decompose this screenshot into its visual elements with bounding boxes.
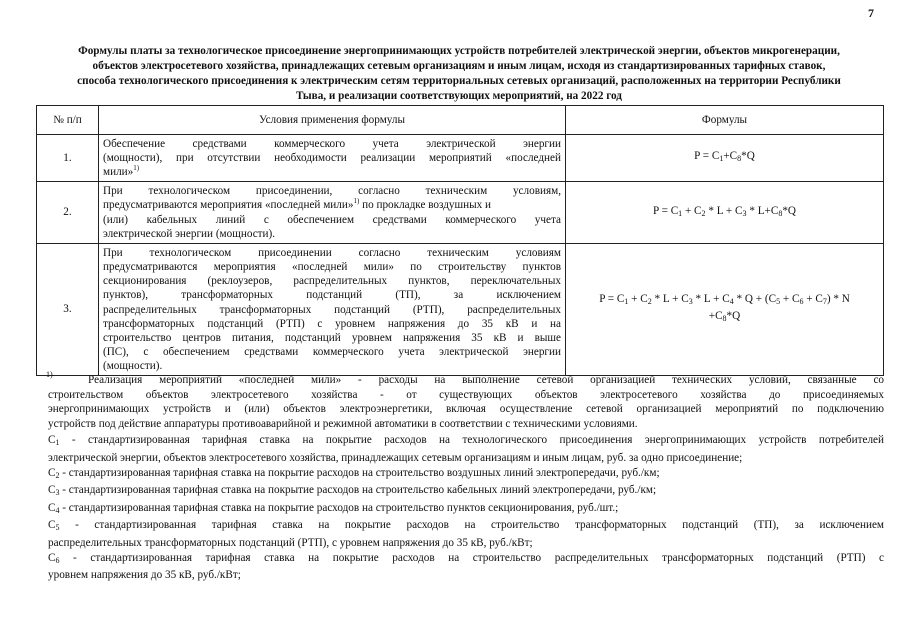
- row-number: 2.: [37, 181, 99, 243]
- footnote-ref: 1): [353, 197, 360, 206]
- condition-line: При технологическом присоединении, согласно техническим условиям,: [103, 185, 561, 198]
- condition-line: распределительных трансформаторных подстанций (РТП), распределительных: [103, 303, 561, 316]
- notes-section: [46, 370, 884, 583]
- footnote-line: Реализация мероприятий «последней мили» - расходы на выполнение сетевой организацией технических условий, связанные со: [88, 374, 884, 386]
- definition-c4: $C_4$ - стандартизированная тарифная ставка на покрытие расходов на строительство пунктов секционирования, руб./шт.;: [48, 501, 619, 515]
- condition-line: мили»$^{1)}$: [103, 164, 140, 179]
- condition-line: (ПС), с обеспечением средствами коммерческого учета электрической энергии: [103, 346, 561, 359]
- table-row: [37, 135, 884, 182]
- title-line: Формулы платы за технологическое присоединение энергопринимающих устройств потребителей электрической энергии, объектов микрогенерации,: [78, 45, 840, 57]
- footnote-ref: 1): [133, 164, 140, 173]
- page-number: 7: [868, 6, 874, 20]
- definition-c1: $C_1$ - стандартизированная тарифная ставка на покрытие расходов на технологического присоединения энергопринимающих устройств потребителей: [48, 434, 884, 448]
- condition-line: трансформаторных подстанций (РТП) с уровнем напряжения до 35 кВ и на: [103, 317, 561, 330]
- condition-line: электрической энергии (мощности).: [103, 227, 276, 240]
- title-line: способа технологического присоединения к электрическим сетям территориальных сетевых организаций, расположенных на территории Республики: [77, 75, 841, 87]
- footnote-mark: 1): [46, 370, 53, 379]
- condition-line: При технологическом присоединении согласно техническим условиям: [103, 246, 561, 259]
- row-condition: [99, 181, 566, 243]
- definition-c2: $C_2$ - стандартизированная тарифная ставка на покрытие расходов на строительство воздушных линий электропередачи, руб./км;: [48, 466, 660, 480]
- header-formulas: Формулы: [566, 106, 884, 135]
- header-num: № п/п: [37, 106, 99, 135]
- condition-line: пунктов), трансформаторных подстанций (ТП), за исключением: [103, 289, 561, 302]
- header-conditions: Условия применения формулы: [99, 106, 566, 135]
- definition-c3: $C_3$ - стандартизированная тарифная ставка на покрытие расходов на строительство кабельных линий электропередачи, руб./км;: [48, 484, 657, 498]
- formulas-table: [36, 105, 884, 376]
- row-formula: $P = C_1 + C_2 * L + C_3 * L + C_4 * Q + (C_5 + C_6 + C_7) * N$ $+C_8*Q$: [566, 243, 884, 375]
- definition-line: распределительных трансформаторных подстанций (РТП), с уровнем напряжения до 35 кВ, руб./кВт;: [48, 536, 533, 549]
- footnote-line: энергопринимающих устройств и (или) объектов электроэнергетики, включая осуществление сетевой организацией мероприятий по подключению: [48, 403, 884, 416]
- row-number: 1.: [37, 135, 99, 182]
- definition-line: электрической энергии, объектов электросетевого хозяйства, принадлежащих сетевым организациям и иным лицам, руб. за одно присоединение;: [48, 451, 743, 464]
- condition-line: предусматриваются мероприятия «последней мили» по строительству пунктов: [103, 260, 561, 273]
- condition-line: Обеспечение средствами коммерческого учета электрической энергии: [103, 138, 561, 150]
- condition-line: строительство центров питания, подстанций уровнем напряжения 35 кВ и выше: [103, 331, 561, 344]
- condition-line: секционирования (реклоузеров, распределительных пунктов, переключательных: [103, 275, 561, 288]
- row-condition: [99, 243, 566, 375]
- table-header-row: [37, 106, 884, 135]
- definition-c5: $C_5$ - стандартизированная тарифная ставка на покрытие расходов на строительство трансформаторных подстанций (ТП), за исключением: [48, 519, 884, 533]
- row-condition: [99, 135, 566, 182]
- table-row: [37, 243, 884, 375]
- table-row: [37, 181, 884, 243]
- condition-line: (или) кабельных линий с обеспечением средствами коммерческого учета: [103, 213, 561, 226]
- document-title: [34, 44, 884, 104]
- definition-c6: $C_6$ - стандартизированная тарифная ставка на покрытие расходов на строительство распределительных трансформаторных подстанций (РТП) с: [48, 551, 884, 565]
- footnote-line: строительством объектов электросетевого хозяйства - от существующих объектов электросетевого хозяйства до присоединяемых: [48, 388, 884, 401]
- row-number: 3.: [37, 243, 99, 375]
- condition-line: предусматриваются мероприятия «последней мили»$^{1)}$ по прокладке воздушных и: [103, 197, 492, 212]
- condition-line: (мощности), при отсутствии необходимости реализации мероприятий «последней: [103, 152, 561, 165]
- row-formula: $P = C_1+C_8*Q$: [566, 135, 884, 182]
- title-line: объектов электросетевого хозяйства, принадлежащих сетевым организациям и иным лицам, исходя из стандартизированных тарифных ставок,: [92, 60, 826, 72]
- condition-line: (мощности).: [103, 360, 163, 373]
- footnote-line: устройств под действие аппаратуры противоаварийной и режимной автоматики в соответствии с техническими условиями.: [48, 417, 638, 430]
- definition-line: уровнем напряжения до 35 кВ, руб./кВт;: [48, 569, 241, 582]
- row-formula: $P = C_1 + C_2 * L + C_3 * L+C_8*Q$: [566, 181, 884, 243]
- title-line: Тыва, и реализации соответствующих мероприятий, на 2022 год: [296, 90, 622, 102]
